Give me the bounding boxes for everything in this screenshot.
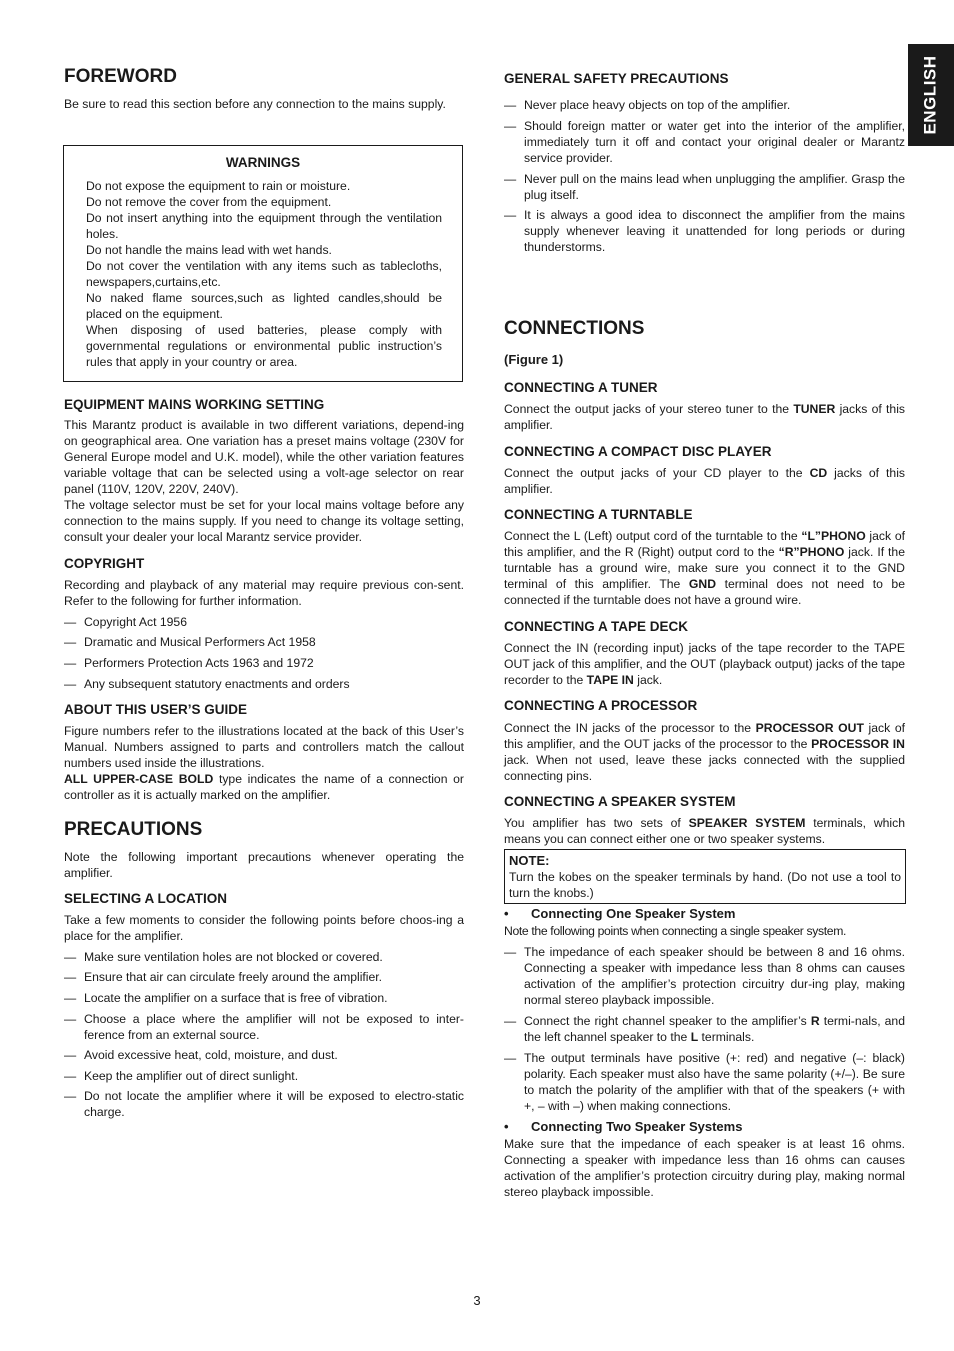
processor-out-label: PROCESSOR OUT [755,721,864,735]
list-item [64,1047,464,1063]
warning-item: Do not expose the equipment to rain or moisture. [86,179,351,193]
dash-mark: — [64,1012,77,1026]
mains-heading: EQUIPMENT MAINS WORKING SETTING [64,397,325,412]
note-box [504,849,906,904]
location-paragraph: Take a few moments to consider the following points before choos-ing a place for the amplifier. [64,913,464,943]
phono-r-label: “R”PHONO [778,545,845,559]
dash-mark: — [64,677,77,691]
safety-heading: GENERAL SAFETY PRECAUTIONS [504,71,729,86]
tuner-text: Connect the output jacks of your stereo tuner to the [504,402,794,416]
list-item-text: Avoid excessive heat, cold, moisture, and dust. [84,1048,338,1062]
tape-in-label: TAPE IN [586,673,634,687]
turntable-paragraph [504,528,905,608]
guide-paragraph-2 [64,771,464,803]
processor-text: jack of this amplifier, and the OUT jacks of the processor to the [504,721,905,751]
cd-jack-label: CD [809,466,828,480]
processor-in-label: PROCESSOR IN [811,737,905,751]
dash-mark: — [504,945,517,959]
list-item [504,171,905,203]
list-item-text [524,1013,905,1045]
warning-item: Do not remove the cover from the equipment. [86,195,332,209]
tuner-text-end: jacks of this amplifier. [504,402,905,432]
note-body: Turn the kobes on the speaker terminals by hand. (Do not use a tool to turn the knobs.) [509,870,901,900]
list-item-text: Never pull on the mains lead when unplugging the amplifier. Grasp the plug itself. [524,172,905,202]
list-item-text: Keep the amplifier out of direct sunlight. [84,1069,299,1083]
dash-mark: — [64,1069,77,1083]
list-item [504,207,905,255]
list-item [64,676,464,692]
turntable-heading: CONNECTING A TURNTABLE [504,507,693,522]
speaker-text-end: terminals, which means you can connect either one or two speaker systems. [504,816,905,846]
cd-paragraph [504,465,905,497]
bullet-heading [504,1119,905,1135]
terminal-text-end: terminals. [698,1030,755,1044]
foreword-intro: Be sure to read this section before any connection to the mains supply. [64,97,446,111]
turntable-text-end: terminal does not need to be connected if the turntable does not have a ground wire. [504,577,905,607]
page-number: 3 [473,1293,481,1308]
dash-mark: — [64,1089,77,1103]
dash-mark: — [504,172,517,186]
list-item [504,1013,905,1045]
processor-heading: CONNECTING A PROCESSOR [504,698,698,713]
tuner-paragraph [504,401,905,433]
list-item-text: Should foreign matter or water get into the interior of the amplifier, immediately turn it off and contact your original dealer or Marantz service provider. [524,119,905,165]
tape-text: Connect the IN (recording input) jacks of the tape recorder to the TAPE OUT jack of this amplifier, and the OUT (playback output) jacks of the tape recorder to the [504,641,905,687]
gnd-label: GND [688,577,716,591]
one-speaker-intro: Note the following points when connecting a single speaker system. [504,924,847,938]
bullet-heading [504,906,905,922]
warnings-list [86,178,442,370]
list-item-text: Do not locate the amplifier where it will be exposed to electro-static charge. [84,1089,464,1119]
turntable-text: Connect the L (Left) output cord of the turntable to the [504,529,802,543]
r-terminal-label: R [810,1014,820,1028]
precautions-intro: Note the following important precautions whenever operating the amplifier. [64,850,464,880]
warning-item: When disposing of used batteries, please comply with governmental regulations or environmental public instruction’s rules that apply in your country or area. [86,323,442,369]
mains-paragraph-2: The voltage selector must be set for your local mains voltage before any connection to the mains supply. If you need to change its voltage setting, consult your dealer your local Marantz service provider. [64,498,464,544]
list-item-text: Ensure that air can circulate freely around the amplifier. [84,970,383,984]
list-item [64,969,464,985]
l-terminal-text: termi-nals, and the left channel speaker to the [524,1014,905,1044]
turntable-text: jack. If the turntable has a ground wire, make sure you connect it to the GND terminal of this amplifier. The [504,545,905,591]
one-speaker-heading: Connecting One Speaker System [531,906,736,921]
dash-mark: — [64,991,77,1005]
foreword-heading: FOREWORD [64,66,177,87]
list-item [64,1088,464,1120]
list-item [64,949,464,965]
list-item-text: Choose a place where the amplifier will not be exposed to inter-ference from an external source. [84,1012,464,1042]
mains-paragraph-1: This Marantz product is available in two different variations, depend-ing on geographical area. One variation has a preset mains voltage (230V for General Europe model and U.K. model), while the other variation features variable voltage that can be selected using a volt-age selector on rear panel (110V, 120V, 220V, 240V). [64,418,464,496]
dash-mark: — [64,970,77,984]
speaker-heading: CONNECTING A SPEAKER SYSTEM [504,794,736,809]
list-item-text: Never place heavy objects on top of the amplifier. [524,98,791,112]
warning-item: Do not cover the ventilation with any items such as tablecloths, newspapers,curtains,etc. [86,259,442,289]
two-speaker-paragraph: Make sure that the impedance of each speaker is at least 16 ohms. Connecting a speaker with impedance less than 16 ohms can causes activation of the amplifier’s protection circuitry during play, making normal stereo playback impossible. [504,1137,905,1199]
processor-text: Connect the IN jacks of the processor to the [504,721,756,735]
list-item [64,1011,464,1043]
list-item-text: Dramatic and Musical Performers Act 1958 [84,635,316,649]
list-item-text: Locate the amplifier on a surface that is free of vibration. [84,991,388,1005]
dash-mark: — [64,1048,77,1062]
tape-paragraph [504,640,905,688]
list-item-text: It is always a good idea to disconnect the amplifier from the mains supply whenever leaving it unattended for long periods or during thunderstorms. [524,208,905,254]
speaker-text: You amplifier has two sets of [504,816,689,830]
guide-heading: ABOUT THIS USER’S GUIDE [64,702,248,717]
list-item-text: Performers Protection Acts 1963 and 1972 [84,656,314,670]
copyright-heading: COPYRIGHT [64,556,145,571]
l-terminal-label: L [690,1030,699,1044]
list-item [504,1050,905,1114]
language-tab [908,44,954,146]
list-item [504,118,905,166]
warnings-heading: WARNINGS [225,155,301,170]
list-item [64,614,464,630]
precautions-heading: PRECAUTIONS [64,819,203,840]
cd-heading: CONNECTING A COMPACT DISC PLAYER [504,444,772,459]
dash-mark: — [504,1051,517,1065]
warnings-box [63,145,463,382]
copyright-paragraph: Recording and playback of any material may require previous con-sent. Refer to the following for further information. [64,578,464,608]
dash-mark: — [504,1014,517,1028]
cd-text-end: jacks of this amplifier. [504,466,906,496]
tape-text-end: jack. [633,673,663,687]
list-item-text: Make sure ventilation holes are not blocked or covered. [84,950,383,964]
cd-text: Connect the output jacks of your CD player to the [504,466,810,480]
two-speaker-heading: Connecting Two Speaker Systems [531,1119,743,1134]
note-title: NOTE: [509,853,550,868]
dash-mark: — [64,656,77,670]
list-item-text: The output terminals have positive (+: red) and negative (–: black) polarity. Each speaker must also have the same polarity (+/–). Be sure to match the polarity of the amplifier with that of the speakers (+ with +, – with –) when making connections. [524,1051,905,1113]
guide-paragraph-2-text: type indicates the name of a connection or controller as it is actually marked on the amplifier. [64,772,464,802]
list-item [64,634,464,650]
warning-item: Do not insert anything into the equipment through the ventilation holes. [86,211,442,241]
dash-mark: — [504,208,517,222]
dash-mark: — [64,615,77,629]
dash-mark: — [504,119,517,133]
list-item [64,1068,464,1084]
warning-item: Do not handle the mains lead with wet hands. [86,243,332,257]
tape-heading: CONNECTING A TAPE DECK [504,619,689,634]
guide-bold-term: ALL UPPER-CASE BOLD [64,772,214,786]
r-terminal-text: Connect the right channel speaker to the amplifier’s [524,1014,811,1028]
dash-mark: — [64,950,77,964]
speaker-system-label: SPEAKER SYSTEM [688,816,806,830]
list-item-text: The impedance of each speaker should be between 8 and 16 ohms. Connecting a speaker with impedance less than 8 ohms can causes activation of the amplifier’s protection circuitry dur-ing play, making normal stereo playback impossible. [524,945,905,1007]
bullet-mark: • [504,1119,509,1134]
list-item [64,990,464,1006]
list-item [504,97,905,113]
phono-l-label: “L”PHONO [801,529,866,543]
connections-heading: CONNECTIONS [504,318,645,339]
figure-reference: (Figure 1) [504,352,564,367]
dash-mark: — [64,635,77,649]
tuner-heading: CONNECTING A TUNER [504,380,658,395]
tuner-jack-label: TUNER [793,402,836,416]
guide-paragraph-1: Figure numbers refer to the illustrations located at the back of this User’s Manual. Numbers assigned to parts and controllers match the callout numbers used inside the illustrations. [64,724,464,770]
dash-mark: — [504,98,517,112]
list-item [64,655,464,671]
turntable-text: jack of this amplifier, and the R (Right) output cord to the [504,529,905,559]
language-tab-label: ENGLISH [921,55,940,135]
list-item-text: Any subsequent statutory enactments and orders [84,677,350,691]
location-heading: SELECTING A LOCATION [64,891,227,906]
list-item-text: Copyright Act 1956 [84,615,187,629]
speaker-paragraph [504,815,905,847]
list-item [504,944,905,1008]
processor-text-end: jack. When not used, leave these jacks connected with the supplied connecting pins. [504,753,905,783]
warning-item: No naked flame sources,such as lighted candles,should be placed on the equipment. [86,291,442,321]
bullet-mark: • [504,906,509,921]
processor-paragraph [504,720,905,784]
